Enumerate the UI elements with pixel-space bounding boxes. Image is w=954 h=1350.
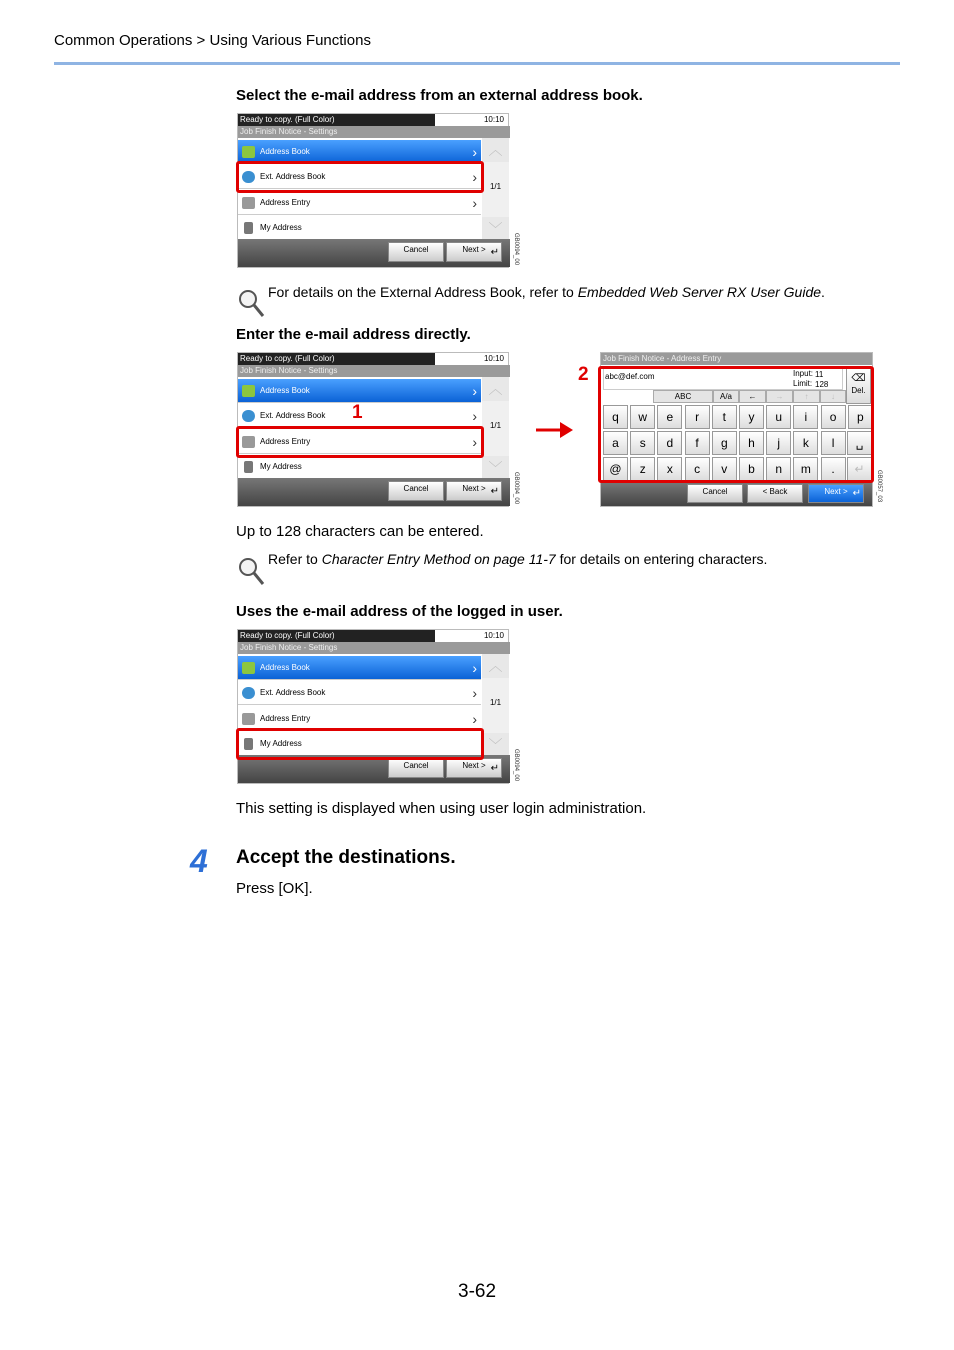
cursor-left-icon[interactable]: ← [739,390,766,403]
screen-title: Job Finish Notice - Settings [238,642,510,654]
highlight-my-address [236,728,484,760]
next-button[interactable]: Next > ↵ [808,484,864,503]
list-item-ext-address-book[interactable]: Ext. Address Book › [238,681,481,705]
chevron-right-icon: › [472,408,477,424]
address-book-icon [242,385,255,397]
limit-label: Limit: [793,379,813,388]
key-w[interactable]: w [630,405,655,429]
chevron-right-icon: › [472,144,477,160]
bottom-bar [238,239,510,267]
key-j[interactable]: j [766,431,791,455]
figure-code: GB0057_03 [876,470,882,503]
status-bar: Ready to copy. (Full Color) [238,630,435,642]
scroll-up-icon[interactable]: ︿ [482,138,509,162]
list-item-my-address[interactable]: My Address [238,732,481,756]
clock: 10:10 [483,115,504,124]
panel-screen-login [237,629,509,784]
next-button[interactable]: Next > ↵ [446,242,502,262]
chevron-right-icon: › [472,383,477,399]
chevron-right-icon: › [472,660,477,676]
arrow-right-icon [536,421,574,439]
login-note-text: This setting is displayed when using user login administration. [236,800,647,817]
page-indicator: 1/1 [489,182,502,191]
globe-icon [242,687,255,699]
clock: 10:10 [483,631,504,640]
breadcrumb: Common Operations > Using Various Functions [54,32,371,49]
step-body: Press [OK]. [236,880,313,897]
cancel-button[interactable]: Cancel [388,481,444,501]
list-item-address-book[interactable]: Address Book › [238,140,481,164]
next-button[interactable]: Next > ↵ [446,481,502,501]
mode-abc-button[interactable]: ABC [653,390,713,403]
address-value: abc@def.com [605,372,655,381]
scroll-down-icon[interactable]: ﹀ [482,733,509,757]
mode-case-button[interactable]: A/a [713,390,739,403]
key-l[interactable]: l [821,431,846,455]
figure-code: GB0094_00 [513,233,519,266]
key-r[interactable]: r [685,405,710,429]
key-a[interactable]: a [603,431,628,455]
key-period[interactable]: . [821,457,846,481]
keyboard-screen-title: Job Finish Notice - Address Entry [601,353,872,365]
highlight-keyboard [598,366,874,483]
callout-number-1: 1 [352,402,363,423]
status-bar: Ready to copy. (Full Color) [238,114,435,126]
page-indicator: 1/1 [489,421,502,430]
screen-title: Job Finish Notice - Settings [238,365,510,377]
key-k[interactable]: k [793,431,818,455]
character-limit-text: Up to 128 characters can be entered. [236,523,484,540]
delete-button[interactable]: ⌫ Del. [846,368,871,404]
key-t[interactable]: t [712,405,737,429]
keyboard-icon [242,713,255,725]
section-heading-direct: Enter the e-mail address directly. [236,326,471,343]
step-title: Accept the destinations. [236,847,456,868]
page-indicator: 1/1 [489,698,502,707]
enter-key[interactable]: ↵ [847,457,872,481]
scrollbar[interactable] [482,377,509,480]
key-e[interactable]: e [657,405,682,429]
key-d[interactable]: d [657,431,682,455]
chevron-right-icon: › [472,685,477,701]
cursor-up-icon[interactable]: ↑ [793,390,820,403]
step-number: 4 [190,843,208,879]
address-book-icon [242,662,255,674]
status-bar: Ready to copy. (Full Color) [238,353,435,365]
input-label: Input: [793,369,814,378]
key-i[interactable]: i [793,405,818,429]
callout-number-2: 2 [578,364,589,385]
magnifier-note-icon [236,555,266,587]
chevron-right-icon: › [472,711,477,727]
back-button[interactable]: < Back [747,484,803,503]
chevron-right-icon: › [472,195,477,211]
keyboard-bottom-bar [601,482,872,506]
list-item-my-address[interactable]: My Address [238,216,481,240]
section-heading-login: Uses the e-mail address of the logged in user. [236,603,563,620]
enter-icon: ↵ [852,488,861,499]
cancel-button[interactable]: Cancel [687,484,743,503]
keyboard-icon [242,197,255,209]
scrollbar[interactable] [482,138,509,241]
list-item-address-entry[interactable]: Address Entry › [238,191,481,215]
enter-icon: ↵ [490,763,499,774]
list-item-address-book[interactable]: Address Book › [238,379,481,403]
note-external-address-book: For details on the External Address Book, refer to Embedded Web Server RX User Guide. [268,284,825,300]
note-character-entry: Refer to Character Entry Method on page 11-7 for details on entering characters. [268,551,768,567]
chevron-right-icon: › [472,434,477,450]
key-q[interactable]: q [603,405,628,429]
section-heading-external: Select the e-mail address from an external address book. [236,87,643,104]
key-h[interactable]: h [739,431,764,455]
space-key[interactable]: ␣ [847,431,872,455]
cancel-button[interactable]: Cancel [388,242,444,262]
chevron-right-icon: › [472,169,477,185]
key-p[interactable]: p [848,405,873,429]
key-b[interactable]: b [739,457,764,481]
cursor-down-icon[interactable]: ↓ [820,390,846,403]
scroll-up-icon[interactable]: ︿ [482,654,509,678]
backspace-icon: ⌫ [851,373,866,384]
figure-code: GB0094_00 [513,749,519,782]
list-item-ext-address-book[interactable]: Ext. Address Book › [238,165,481,189]
key-y[interactable]: y [739,405,764,429]
next-button[interactable]: Next > ↵ [446,758,502,778]
key-s[interactable]: s [630,431,655,455]
input-count: 11 [815,370,824,379]
list-item-my-address[interactable]: My Address [238,455,481,479]
cancel-button[interactable]: Cancel [388,758,444,778]
figure-code: GB0094_00 [513,472,519,505]
header-rule [54,62,900,65]
key-x[interactable]: x [657,457,682,481]
key-u[interactable]: u [766,405,791,429]
limit-count: 128 [815,380,829,389]
key-g[interactable]: g [712,431,737,455]
page-number: 3-62 [458,1281,497,1302]
enter-icon: ↵ [490,486,499,497]
magnifier-note-icon [236,287,266,319]
list-item-address-entry[interactable]: Address Entry › [238,430,481,454]
scroll-down-icon[interactable]: ﹀ [482,217,509,241]
scroll-up-icon[interactable]: ︿ [482,377,509,401]
key-at[interactable]: @ [603,457,628,481]
list-item-ext-address-book[interactable]: Ext. Address Book › [238,404,481,428]
scrollbar[interactable] [482,654,509,757]
globe-icon [242,410,255,422]
key-z[interactable]: z [630,457,655,481]
key-c[interactable]: c [685,457,710,481]
lock-icon [244,222,253,234]
scroll-down-icon[interactable]: ﹀ [482,456,509,480]
bottom-bar [238,478,510,506]
screen-title: Job Finish Notice - Settings [238,126,510,138]
highlight-ext-address-book [236,161,484,193]
key-o[interactable]: o [821,405,846,429]
key-v[interactable]: v [712,457,737,481]
clock: 10:10 [483,354,504,363]
list-item-address-book[interactable]: Address Book › [238,656,481,680]
lock-icon [244,461,253,473]
highlight-address-entry [236,426,484,458]
list-item-address-entry[interactable]: Address Entry › [238,707,481,731]
key-f[interactable]: f [685,431,710,455]
key-n[interactable]: n [766,457,791,481]
cursor-right-icon[interactable]: → [766,390,793,403]
enter-icon: ↵ [490,247,499,258]
address-book-icon [242,146,255,158]
key-m[interactable]: m [793,457,818,481]
